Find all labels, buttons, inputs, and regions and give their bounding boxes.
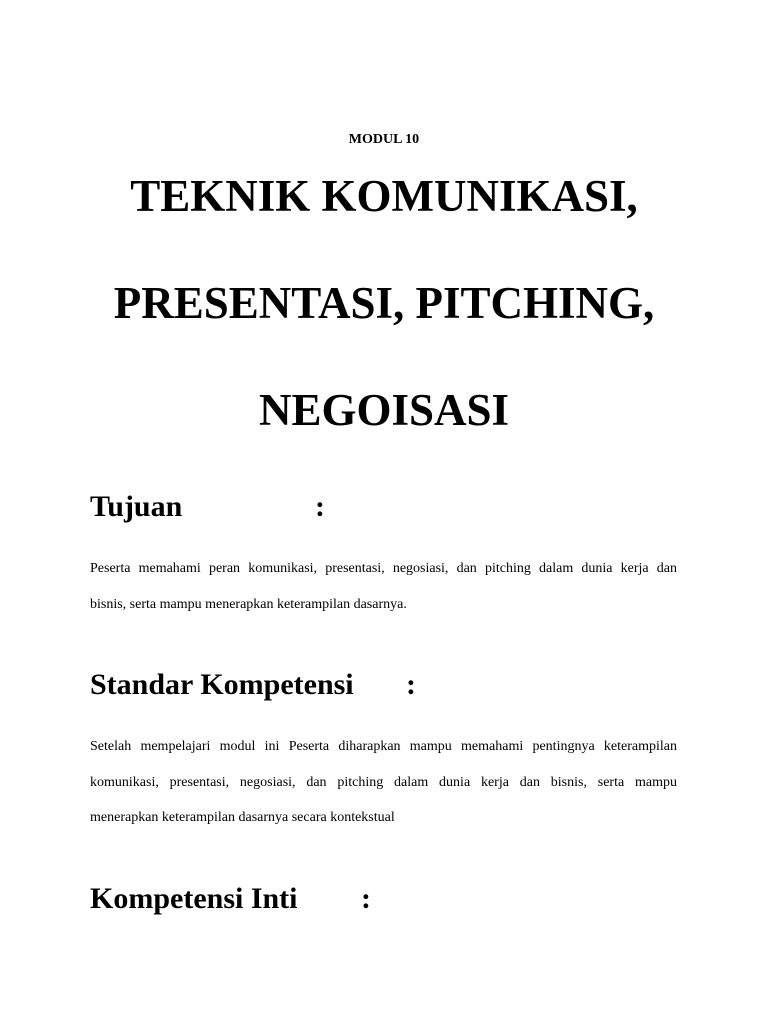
document-title-line-1: TEKNIK KOMUNIKASI, (130, 171, 638, 221)
document-title-line-2: PRESENTASI, PITCHING, (113, 278, 655, 328)
section-body-standar-kompetensi (90, 729, 677, 836)
body-line: menerapkan keterampilan dasarnya secara kontekstual (90, 810, 395, 825)
section-heading-kompetensi-inti: Kompetensi Inti (90, 882, 298, 915)
section-colon-kompetensi-inti: : (361, 882, 371, 915)
section-colon-standar-kompetensi: : (406, 668, 416, 701)
body-line: bisnis, serta mampu menerapkan keterampilan dasarnya. (90, 596, 407, 612)
body-line: Setelah mempelajari modul ini Peserta diharapkan mampu memahami pentingnya keterampilan (90, 739, 677, 754)
module-label: MODUL 10 (348, 132, 420, 147)
section-heading-tujuan: Tujuan (90, 490, 183, 523)
document-title-line-3: NEGOISASI (258, 385, 510, 435)
section-heading-standar-kompetensi: Standar Kompetensi (90, 668, 354, 701)
body-line: komunikasi, presentasi, negosiasi, dan pitching dalam dunia kerja dan bisnis, serta mampu (90, 774, 677, 790)
section-body-tujuan (90, 551, 677, 622)
section-colon-tujuan: : (315, 490, 325, 523)
body-line: Peserta memahami peran komunikasi, presentasi, negosiasi, dan pitching dalam dunia kerja dan (90, 561, 677, 576)
